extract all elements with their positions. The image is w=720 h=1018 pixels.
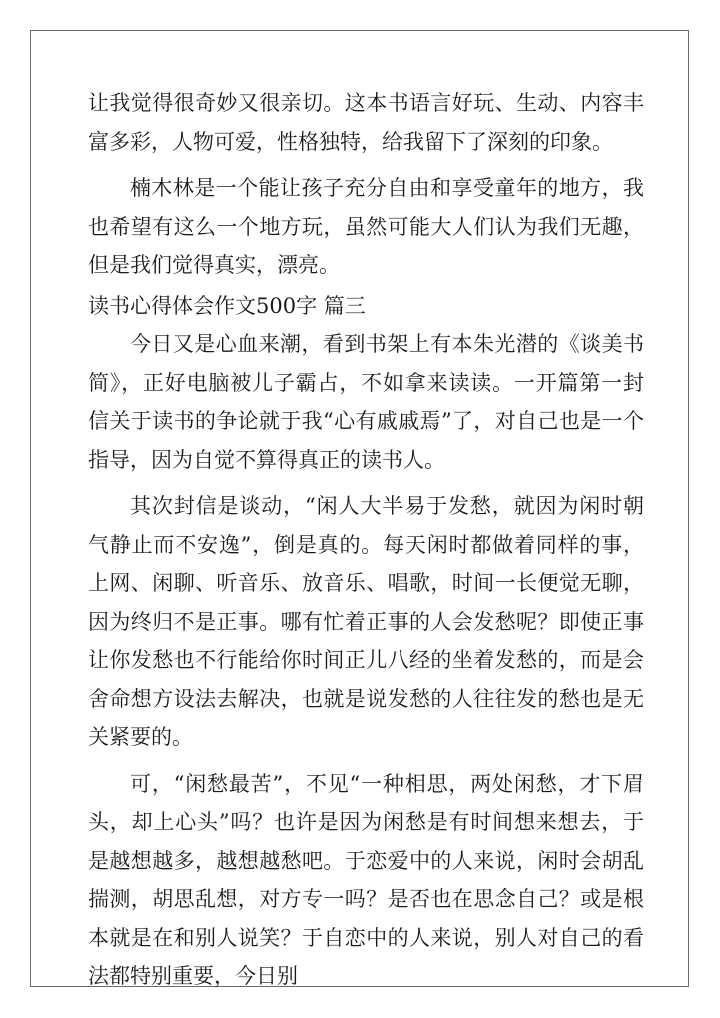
paragraph-nanmulin: 楠木林是一个能让孩子充分自由和享受童年的地方，我也希望有这么一个地方玩，虽然可能大人们认为我们无趣，但是我们觉得真实，漂亮。	[88, 176, 644, 277]
paragraph-xianchou: 可，“闲愁最苦”，不见“一种相思，两处闲愁，才下眉头，却上心头”吗？也许是因为闲愁是有时间想来想去，于是越想越多，越想越愁吧。于恋爱中的人来说，闲时会胡乱揣测，胡思乱想，对方专一吗？是否也在思念自己？或是根本就是在和别人说笑？于自恋中的人来说，别人对自己的看法都特别重要，今日别	[88, 771, 644, 988]
paragraph-continued: 让我觉得很奇妙又很亲切。这本书语言好玩、生动、内容丰富多彩，人物可爱，性格独特，给我留下了深刻的印象。	[88, 91, 644, 154]
document-body	[88, 84, 644, 996]
paragraph-xianren: 其次封信是谈动，“闲人大半易于发愁，就因为闲时朝气静止而不安逸”，倒是真的。每天闲时都做着同样的事，上网、闲聊、听音乐、放音乐、唱歌，时间一长便觉无聊，因为终归不是正事。哪有忙着正事的人会发愁呢？即使正事让你发愁也不行能给你时间正儿八经的坐着发愁的，而是会舍命想方设法去解决，也就是说发愁的人往往发的愁也是无关紧要的。	[88, 494, 644, 749]
paragraph-tanmei: 今日又是心血来潮，看到书架上有本朱光潜的《谈美书简》，正好电脑被儿子霸占，不如拿来读读。一开篇第一封信关于读书的争论就于我“心有戚戚焉”了，对自己也是一个指导，因为自觉不算得真正的读书人。	[88, 332, 644, 472]
section-heading: 读书心得体会作文500字 篇三	[88, 293, 366, 318]
